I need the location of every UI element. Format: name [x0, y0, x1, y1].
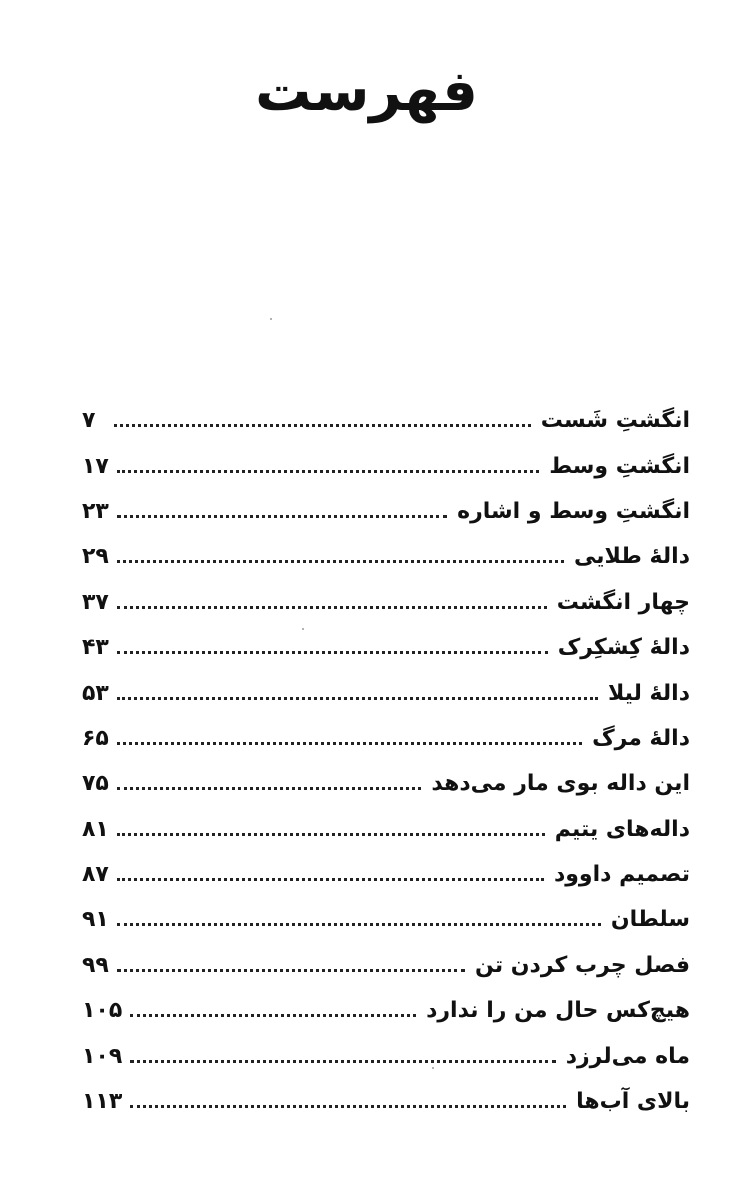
toc-entry-title: انگشتِ شَست [540, 408, 690, 434]
toc-entry [82, 625, 690, 670]
toc-entry [82, 670, 690, 715]
toc-entry-title: داله‌های یتیم [554, 816, 690, 842]
toc-entry-title: انگشتِ وسط و اشاره [457, 498, 690, 524]
paper-speck [270, 318, 272, 320]
toc-entry-page: ۷ [82, 408, 96, 434]
dot-leader [117, 697, 598, 700]
toc-entry-title: دالهٔ مرگ [592, 725, 690, 751]
toc-entry-page: ۲۹ [82, 544, 109, 570]
toc-entry-title: چهار انگشت [556, 589, 690, 615]
toc-entry-title: سلطان [610, 907, 690, 933]
toc-entry [82, 1079, 690, 1124]
toc-entry [82, 897, 690, 942]
toc-entry-title: فصل چرب کردن تن [475, 952, 690, 978]
toc-entry-page: ۱۰۹ [82, 1043, 123, 1069]
toc-entry-page: ۲۳ [82, 498, 109, 524]
dot-leader [117, 515, 447, 518]
dot-leader [130, 1105, 566, 1108]
paper-speck [302, 628, 304, 630]
dot-leader [117, 651, 548, 654]
toc-entry-title: دالهٔ طلایی [573, 544, 690, 570]
toc-entry-page: ۷۵ [82, 771, 109, 797]
toc-entry-page: ۹۹ [82, 952, 109, 978]
dot-leader [117, 470, 539, 473]
toc-entry [82, 988, 690, 1033]
toc-entry-title: دالهٔ لیلا [607, 680, 690, 706]
toc-entry-page: ۱۱۳ [82, 1089, 123, 1115]
toc-entry-title: دالهٔ کِشکِرک [557, 635, 690, 661]
paper-speck [432, 1067, 434, 1069]
dot-leader [117, 833, 545, 836]
toc-entry-title: انگشتِ وسط [549, 453, 690, 479]
toc-entry-page: ۳۷ [82, 589, 109, 615]
toc-entry-page: ۱۷ [82, 453, 109, 479]
toc-entry [82, 943, 690, 988]
toc-entry [82, 852, 690, 897]
toc-entry [82, 443, 690, 488]
toc-entry-title: تصمیم داوود [553, 862, 690, 888]
dot-leader [117, 606, 547, 609]
dot-leader [117, 742, 582, 745]
dot-leader [130, 1014, 416, 1017]
toc-entry-title: هیچ‌کس حال من را ندارد [426, 998, 690, 1024]
page-title: فهرست [255, 59, 478, 124]
dot-leader [114, 424, 531, 427]
toc-entry-page: ۸۷ [82, 862, 109, 888]
toc-entry-page: ۸۱ [82, 816, 109, 842]
toc-entry [82, 398, 690, 443]
toc-entry-page: ۵۳ [82, 680, 109, 706]
dot-leader [117, 560, 564, 563]
dot-leader [117, 878, 544, 881]
toc-entry [82, 761, 690, 806]
toc-entry-title: ماه می‌لرزد [565, 1043, 690, 1069]
toc-entry [82, 489, 690, 534]
toc-entry-title: این داله بوی مار می‌دهد [431, 771, 690, 797]
toc-entry [82, 716, 690, 761]
toc-entry [82, 580, 690, 625]
toc-entry [82, 807, 690, 852]
toc-entry-page: ۹۱ [82, 907, 109, 933]
toc-entry-page: ۶۵ [82, 725, 109, 751]
toc-entry-page: ۴۳ [82, 635, 109, 661]
dot-leader [117, 969, 465, 972]
toc-entry [82, 534, 690, 579]
toc-entry [82, 1033, 690, 1078]
table-of-contents [82, 398, 690, 1124]
dot-leader [117, 923, 601, 926]
dot-leader [117, 787, 422, 790]
toc-entry-page: ۱۰۵ [82, 998, 123, 1024]
dot-leader [130, 1060, 555, 1063]
toc-entry-title: بالای آب‌ها [576, 1089, 690, 1115]
